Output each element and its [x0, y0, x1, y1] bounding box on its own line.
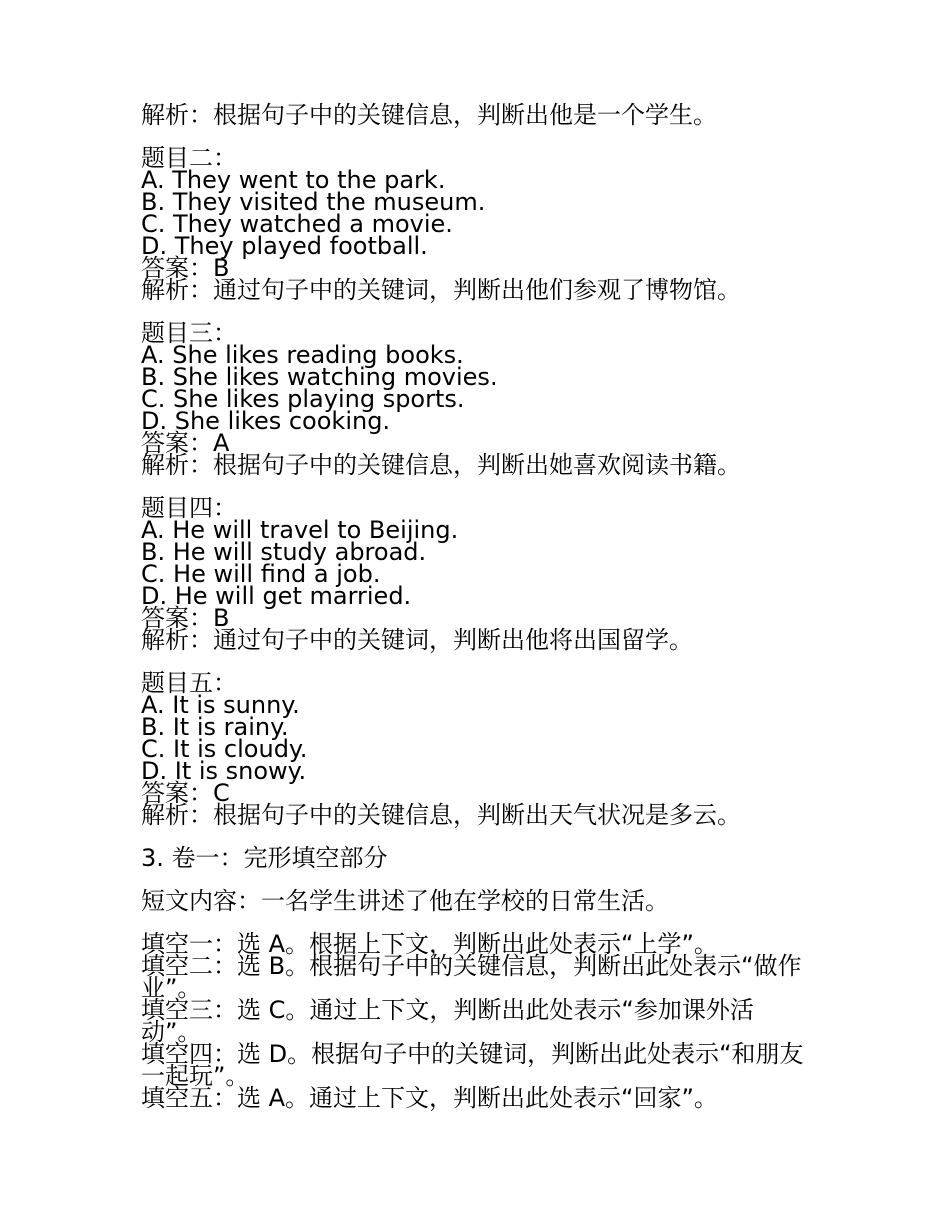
blank-5: 填空五：选 A。通过上下文，判断出此处表示“回家”。 — [141, 1084, 718, 1112]
q4-option-a: A. He will travel to Beijing. — [141, 516, 459, 544]
q2-title: 题目二： — [141, 144, 237, 172]
q1-analysis-block — [141, 101, 821, 129]
spacer — [141, 126, 821, 147]
blank-3: 填空三：选 C。通过上下文，判断出此处表示“参加课外活动”。 — [141, 996, 754, 1046]
q4-answer: 答案：B — [141, 604, 230, 632]
blank-4: 填空四：选 D。根据句子中的关键词，判断出此处表示“和朋友一起玩”。 — [141, 1040, 804, 1090]
q5-title: 题目五： — [141, 669, 237, 697]
spacer — [141, 301, 821, 322]
blank-1: 填空一：选 A。根据上下文，判断出此处表示“上学”。 — [141, 930, 718, 958]
q3-option-c: C. She likes playing sports. — [141, 385, 465, 413]
question-5 — [141, 669, 821, 829]
q4-title: 题目四： — [141, 494, 237, 522]
q2-option-c: C. They watched a movie. — [141, 210, 453, 238]
q5-answer: 答案：C — [141, 779, 230, 807]
q5-analysis: 解析：根据句子中的关键信息，判断出天气状况是多云。 — [141, 801, 741, 829]
cloze-answers — [141, 930, 821, 1112]
q3-option-a: A. She likes reading books. — [141, 341, 464, 369]
blank-2: 填空二：选 B。根据句子中的关键信息，判断出此处表示“做作业”。 — [141, 952, 802, 1002]
q2-answer: 答案：B — [141, 254, 230, 282]
passage-summary-block — [141, 887, 821, 915]
q3-analysis: 解析：根据句子中的关键信息，判断出她喜欢阅读书籍。 — [141, 451, 741, 479]
question-3 — [141, 319, 821, 479]
section-3-heading-block — [141, 844, 821, 872]
q5-option-b: B. It is rainy. — [141, 713, 289, 741]
q4-analysis: 解析：通过句子中的关键词，判断出他将出国留学。 — [141, 626, 693, 654]
q3-title: 题目三： — [141, 319, 237, 347]
q5-option-c: C. It is cloudy. — [141, 735, 308, 763]
q3-option-b: B. She likes watching movies. — [141, 363, 498, 391]
question-2 — [141, 144, 821, 304]
q3-option-d: D. She likes cooking. — [141, 407, 391, 435]
q2-option-b: B. They visited the museum. — [141, 188, 486, 216]
section-3-heading: 3. 卷一：完形填空部分 — [141, 844, 388, 872]
passage-summary: 短文内容：一名学生讲述了他在学校的日常生活。 — [141, 887, 669, 915]
spacer — [141, 476, 821, 497]
q5-option-d: D. It is snowy. — [141, 757, 307, 785]
question-4 — [141, 494, 821, 654]
q2-analysis: 解析：通过句子中的关键词，判断出他们参观了博物馆。 — [141, 276, 741, 304]
q1-analysis: 解析：根据句子中的关键信息，判断出他是一个学生。 — [141, 101, 717, 129]
q4-option-d: D. He will get married. — [141, 582, 412, 610]
q4-option-b: B. He will study abroad. — [141, 538, 427, 566]
q5-option-a: A. It is sunny. — [141, 691, 300, 719]
spacer — [141, 651, 821, 672]
q2-option-d: D. They played football. — [141, 232, 428, 260]
q3-answer: 答案：A — [141, 429, 230, 457]
document-page — [141, 101, 821, 1112]
q2-option-a: A. They went to the park. — [141, 166, 446, 194]
q4-option-c: C. He will find a job. — [141, 560, 381, 588]
